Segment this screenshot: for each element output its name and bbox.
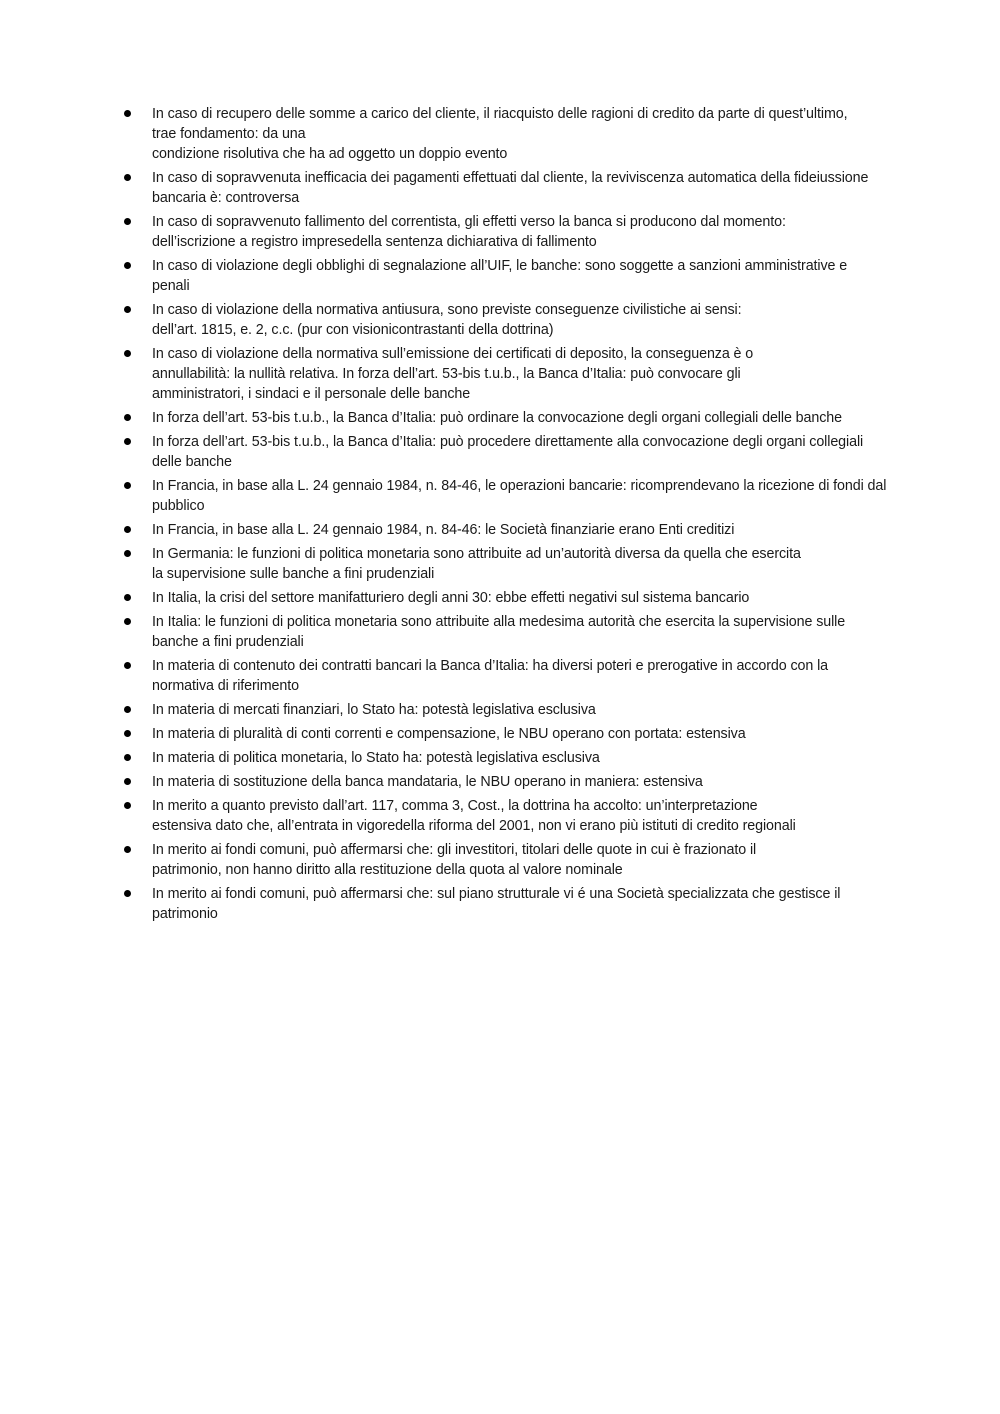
item-text-line: amministratori, i sindaci e il personale delle banche bbox=[152, 386, 471, 402]
item-text-line: In materia di mercati finanziari, lo Stato ha: potestà legislativa esclusiva bbox=[152, 702, 596, 718]
item-text-line: trae fondamento: da una bbox=[152, 126, 306, 142]
item-text-line: condizione risolutiva che ha ad oggetto un doppio evento bbox=[152, 146, 508, 162]
list-item bbox=[124, 748, 930, 768]
bullet-icon bbox=[124, 306, 131, 313]
bullet-icon bbox=[124, 174, 131, 181]
list-item bbox=[124, 408, 930, 428]
bullet-icon bbox=[124, 618, 131, 625]
bullet-icon bbox=[124, 350, 131, 357]
item-text-line: pubblico bbox=[152, 498, 205, 514]
bullet-icon bbox=[124, 778, 131, 785]
question-answer-list bbox=[124, 104, 930, 928]
bullet-icon bbox=[124, 414, 131, 421]
item-text-line: In forza dell’art. 53-bis t.u.b., la Banca d’Italia: può ordinare la convocazione degli organi collegiali delle banche bbox=[152, 410, 842, 426]
list-item bbox=[124, 212, 930, 252]
bullet-icon bbox=[124, 550, 131, 557]
list-item bbox=[124, 168, 930, 208]
list-item bbox=[124, 772, 930, 792]
bullet-icon bbox=[124, 662, 131, 669]
item-text-line: patrimonio, non hanno diritto alla restituzione della quota al valore nominale bbox=[152, 862, 623, 878]
bullet-icon bbox=[124, 482, 131, 489]
item-text-line: la supervisione sulle banche a fini prudenziali bbox=[152, 566, 435, 582]
bullet-icon bbox=[124, 706, 131, 713]
item-text-line: In merito ai fondi comuni, può affermarsi che: gli investitori, titolari delle quote in cui è frazionato il bbox=[152, 842, 757, 858]
item-text-line: In materia di contenuto dei contratti bancari la Banca d’Italia: ha diversi poteri e prerogative in accordo con la bbox=[152, 658, 829, 674]
item-text-line: In materia di sostituzione della banca mandataria, le NBU operano in maniera: estensiva bbox=[152, 774, 703, 790]
bullet-icon bbox=[124, 754, 131, 761]
item-text-line: In Italia, la crisi del settore manifatturiero degli anni 30: ebbe effetti negativi sul sistema bancario bbox=[152, 590, 750, 606]
bullet-icon bbox=[124, 846, 131, 853]
item-text-line: In caso di sopravvenuto fallimento del correntista, gli effetti verso la banca si producono dal momento: bbox=[152, 214, 786, 230]
item-text-line: In forza dell’art. 53-bis t.u.b., la Banca d’Italia: può procedere direttamente alla convocazione degli organi collegiali bbox=[152, 434, 864, 450]
list-item bbox=[124, 656, 930, 696]
item-text-line: In caso di violazione degli obblighi di segnalazione all’UIF, le banche: sono soggette a sanzioni amministrative e bbox=[152, 258, 848, 274]
item-text-line: In merito a quanto previsto dall’art. 117, comma 3, Cost., la dottrina ha accolto: un’interpretazione bbox=[152, 798, 758, 814]
item-text-line: In Francia, in base alla L. 24 gennaio 1984, n. 84-46, le operazioni bancarie: ricomprendevano la ricezione di fondi dal bbox=[152, 478, 887, 494]
bullet-icon bbox=[124, 730, 131, 737]
list-item bbox=[124, 588, 930, 608]
bullet-icon bbox=[124, 438, 131, 445]
list-item bbox=[124, 520, 930, 540]
bullet-icon bbox=[124, 110, 131, 117]
item-text-line: In merito ai fondi comuni, può affermarsi che: sul piano strutturale vi é una Società specializzata che gestisce il bbox=[152, 886, 841, 902]
item-text-line: dell’iscrizione a registro impresedella sentenza dichiarativa di fallimento bbox=[152, 234, 597, 250]
item-text-line: In Germania: le funzioni di politica monetaria sono attribuite ad un’autorità diversa da quella che esercita bbox=[152, 546, 801, 562]
item-text-line: delle banche bbox=[152, 454, 232, 470]
item-text-line: penali bbox=[152, 278, 190, 294]
item-text-line: annullabilità: la nullità relativa. In forza dell’art. 53-bis t.u.b., la Banca d’Italia: può convocare gli bbox=[152, 366, 741, 382]
item-text-line: In caso di recupero delle somme a carico del cliente, il riacquisto delle ragioni di credito da parte di quest’ultimo, bbox=[152, 106, 848, 122]
item-text-line: dell’art. 1815, e. 2, c.c. (pur con visionicontrastanti della dottrina) bbox=[152, 322, 554, 338]
item-text-line: In Francia, in base alla L. 24 gennaio 1984, n. 84-46: le Società finanziarie erano Enti creditizi bbox=[152, 522, 735, 538]
item-text-line: In materia di politica monetaria, lo Stato ha: potestà legislativa esclusiva bbox=[152, 750, 600, 766]
item-text-line: In caso di sopravvenuta inefficacia dei pagamenti effettuati dal cliente, la reviviscenza automatica della fideiussione bbox=[152, 170, 869, 186]
item-text-line: In caso di violazione della normativa sull’emissione dei certificati di deposito, la conseguenza è o bbox=[152, 346, 754, 362]
list-item bbox=[124, 256, 930, 296]
item-text-line: In materia di pluralità di conti correnti e compensazione, le NBU operano con portata: estensiva bbox=[152, 726, 746, 742]
item-text-line: estensiva dato che, all’entrata in vigoredella riforma del 2001, non vi erano più istituti di credito regionali bbox=[152, 818, 796, 834]
item-text-line: In Italia: le funzioni di politica monetaria sono attribuite alla medesima autorità che esercita la supervisione sulle bbox=[152, 614, 846, 630]
item-text-line: normativa di riferimento bbox=[152, 678, 299, 694]
item-text-line: patrimonio bbox=[152, 906, 218, 922]
list-item bbox=[124, 700, 930, 720]
list-item bbox=[124, 104, 930, 164]
list-item bbox=[124, 884, 930, 924]
bullet-icon bbox=[124, 526, 131, 533]
list-item bbox=[124, 840, 930, 880]
list-item bbox=[124, 344, 930, 404]
item-text-line: bancaria è: controversa bbox=[152, 190, 300, 206]
list-item bbox=[124, 432, 930, 472]
list-item bbox=[124, 476, 930, 516]
item-text-line: In caso di violazione della normativa antiusura, sono previste conseguenze civilistiche ai sensi: bbox=[152, 302, 742, 318]
list-item bbox=[124, 544, 930, 584]
item-text-line: banche a fini prudenziali bbox=[152, 634, 304, 650]
bullet-icon bbox=[124, 594, 131, 601]
bullet-icon bbox=[124, 218, 131, 225]
bullet-icon bbox=[124, 262, 131, 269]
list-item bbox=[124, 724, 930, 744]
bullet-icon bbox=[124, 890, 131, 897]
list-item bbox=[124, 612, 930, 652]
list-item bbox=[124, 300, 930, 340]
bullet-icon bbox=[124, 802, 131, 809]
list-item bbox=[124, 796, 930, 836]
